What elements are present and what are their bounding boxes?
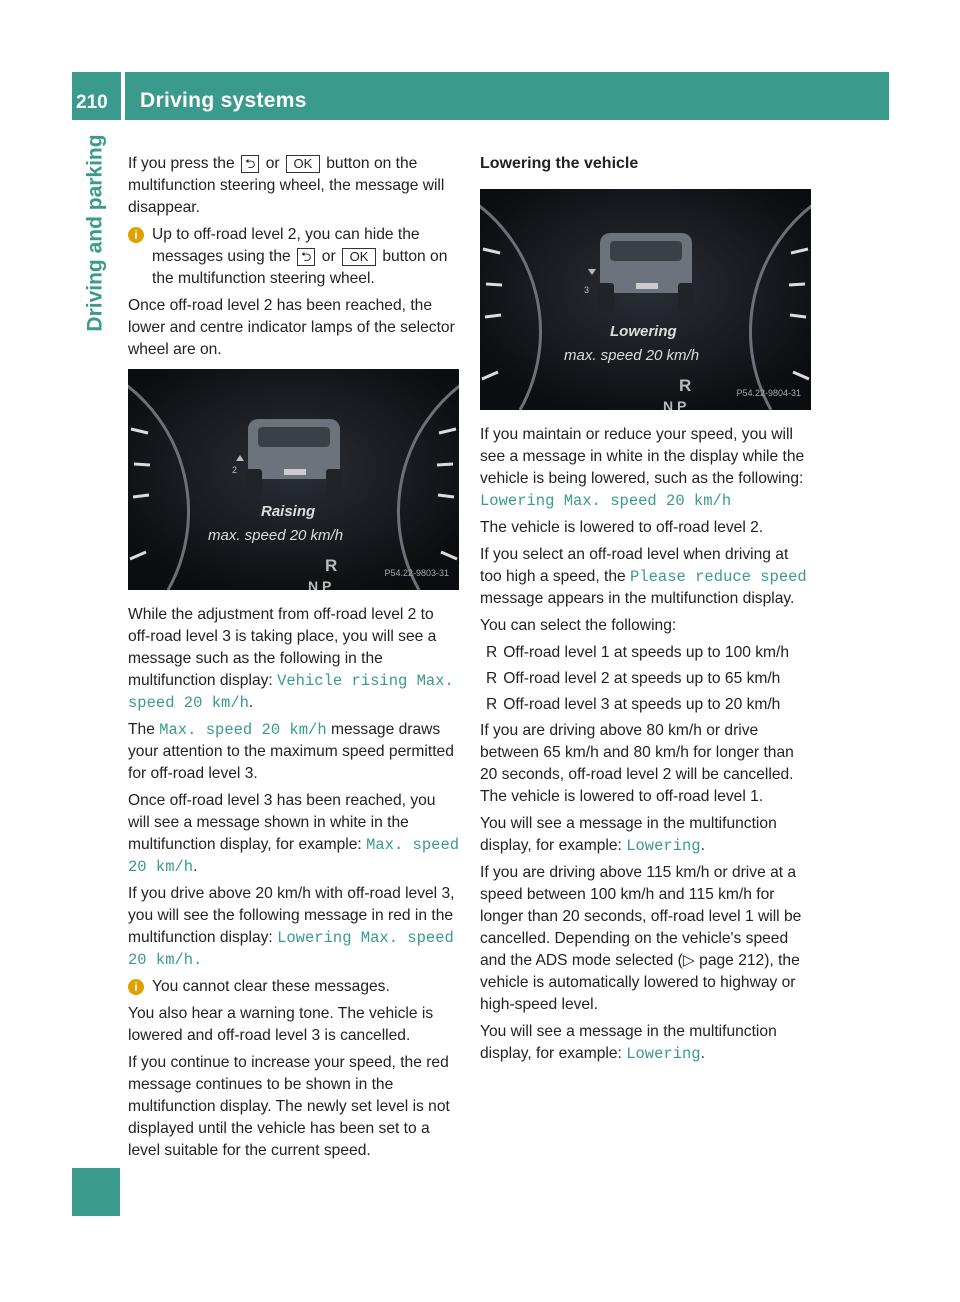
cluster-graphic	[480, 189, 811, 410]
subsection-heading: Lowering the vehicle	[480, 155, 639, 172]
display-message: Lowering Max. speed 20 km/h.	[128, 929, 454, 969]
instrument-cluster-image-raising	[128, 369, 459, 590]
bullet-icon: R	[486, 670, 498, 687]
gear-np: N P	[308, 578, 332, 590]
page-reference-link[interactable]: ▷ page 212	[682, 952, 765, 969]
paragraph: If you press the ⮌ or OK button on the multifunction steering wheel, the message will disappear.	[128, 155, 445, 216]
info-note: i You cannot clear these messages.	[128, 976, 460, 998]
bullet-icon: R	[486, 696, 498, 713]
paragraph: If you maintain or reduce your speed, you will see a message in white in the display while the vehicle is being lowered, such as the following: Lowering Max. speed 20 km/h	[480, 426, 805, 510]
paragraph: If you are driving above 115 km/h or drive at a speed between 100 km/h and 115 km/h for longer than 20 seconds, off-road level 1 will be cancelled. Depending on the vehicle's speed and the ADS mode selected (▷ page 212), the vehicle is automatically lowered to highway or high-speed level.	[480, 864, 802, 1013]
info-note: i Up to off-road level 2, you can hide the messages using the ⮌ or OK button on the multifunction steering wheel.	[128, 224, 460, 290]
figure-code: P54.22-9803-31	[384, 568, 449, 578]
display-message: Max. speed 20 km/h	[128, 836, 460, 876]
paragraph: If you drive above 20 km/h with off-road level 3, you will see the following message in red in the multifunction display: Lowering Max. speed 20 km/h.	[128, 885, 455, 969]
gear-r: R	[325, 556, 338, 575]
ok-key-icon: OK	[342, 248, 376, 266]
display-message: Please reduce speed	[630, 568, 807, 586]
display-message: Lowering	[626, 1045, 701, 1063]
ok-key-icon: OK	[286, 155, 320, 173]
instrument-cluster-image-lowering	[480, 189, 811, 410]
paragraph: If you are driving above 80 km/h or drive between 65 km/h and 80 km/h for longer than 20 seconds, off-road level 2 will be cancelled. The vehicle is lowered to off-road level 1.	[480, 722, 794, 805]
svg-text:2: 2	[232, 465, 238, 475]
left-column	[128, 153, 460, 1167]
figure-code: P54.22-9804-31	[736, 388, 801, 398]
list-item: R Off-road level 1 at speeds up to 100 km/h	[480, 642, 812, 664]
list-item: R Off-road level 3 at speeds up to 20 km/h	[480, 694, 812, 716]
cluster-message-title: Lowering	[610, 323, 677, 340]
paragraph: You can select the following:	[480, 617, 677, 634]
display-message: Vehicle rising Max. speed 20 km/h	[128, 672, 454, 712]
paragraph: Once off-road level 2 has been reached, the lower and centre indicator lamps of the selector wheel are on.	[128, 297, 455, 358]
paragraph: The Max. speed 20 km/h message draws your attention to the maximum speed permitted for off-road level 3.	[128, 721, 454, 782]
list-item: R Off-road level 2 at speeds up to 65 km/h	[480, 668, 812, 690]
paragraph: The vehicle is lowered to off-road level 2.	[480, 519, 764, 536]
display-message: Lowering	[626, 837, 701, 855]
display-message: Max. speed 20 km/h	[159, 721, 327, 739]
svg-text:3: 3	[584, 285, 590, 295]
paragraph: If you select an off-road level when driving at too high a speed, the Please reduce speed message appears in the multifunction display.	[480, 546, 807, 607]
cluster-message-speed: max. speed 20 km/h	[564, 347, 700, 364]
page-number: 210	[76, 92, 108, 113]
cluster-graphic	[128, 369, 459, 590]
right-column	[480, 153, 812, 1070]
back-key-icon: ⮌	[297, 248, 315, 266]
header-divider	[121, 72, 125, 120]
back-key-icon: ⮌	[241, 155, 259, 173]
cluster-message-title: Raising	[261, 503, 316, 520]
bullet-icon: R	[486, 644, 498, 661]
paragraph: While the adjustment from off-road level 2 to off-road level 3 is taking place, you will see a message such as the following in the multifunction display: Vehicle rising Max. speed 20 km/h.	[128, 606, 454, 712]
side-tab	[72, 128, 120, 338]
info-icon: i	[128, 979, 144, 995]
paragraph: If you continue to increase your speed, the red message continues to be shown in the multifunction display. The newly set level is not displayed until the vehicle has been set to a level suitable for the current speed.	[128, 1054, 450, 1159]
cluster-message-speed: max. speed 20 km/h	[208, 527, 344, 544]
paragraph: You also hear a warning tone. The vehicle is lowered and off-road level 3 is cancelled.	[128, 1005, 434, 1044]
paragraph: You will see a message in the multifunction display, for example: Lowering.	[480, 815, 777, 855]
gear-np: N P	[663, 398, 687, 410]
paragraph: You will see a message in the multifunction display, for example: Lowering.	[480, 1023, 777, 1063]
gear-r: R	[679, 376, 692, 395]
section-title: Driving systems	[140, 89, 307, 112]
info-icon: i	[128, 227, 144, 243]
paragraph: Once off-road level 3 has been reached, you will see a message shown in white in the multifunction display, for example: Max. speed 20 km/h.	[128, 792, 460, 876]
side-tab-label: Driving and parking	[84, 134, 108, 332]
side-marker	[72, 1168, 120, 1216]
display-message: Lowering Max. speed 20 km/h	[480, 492, 732, 510]
